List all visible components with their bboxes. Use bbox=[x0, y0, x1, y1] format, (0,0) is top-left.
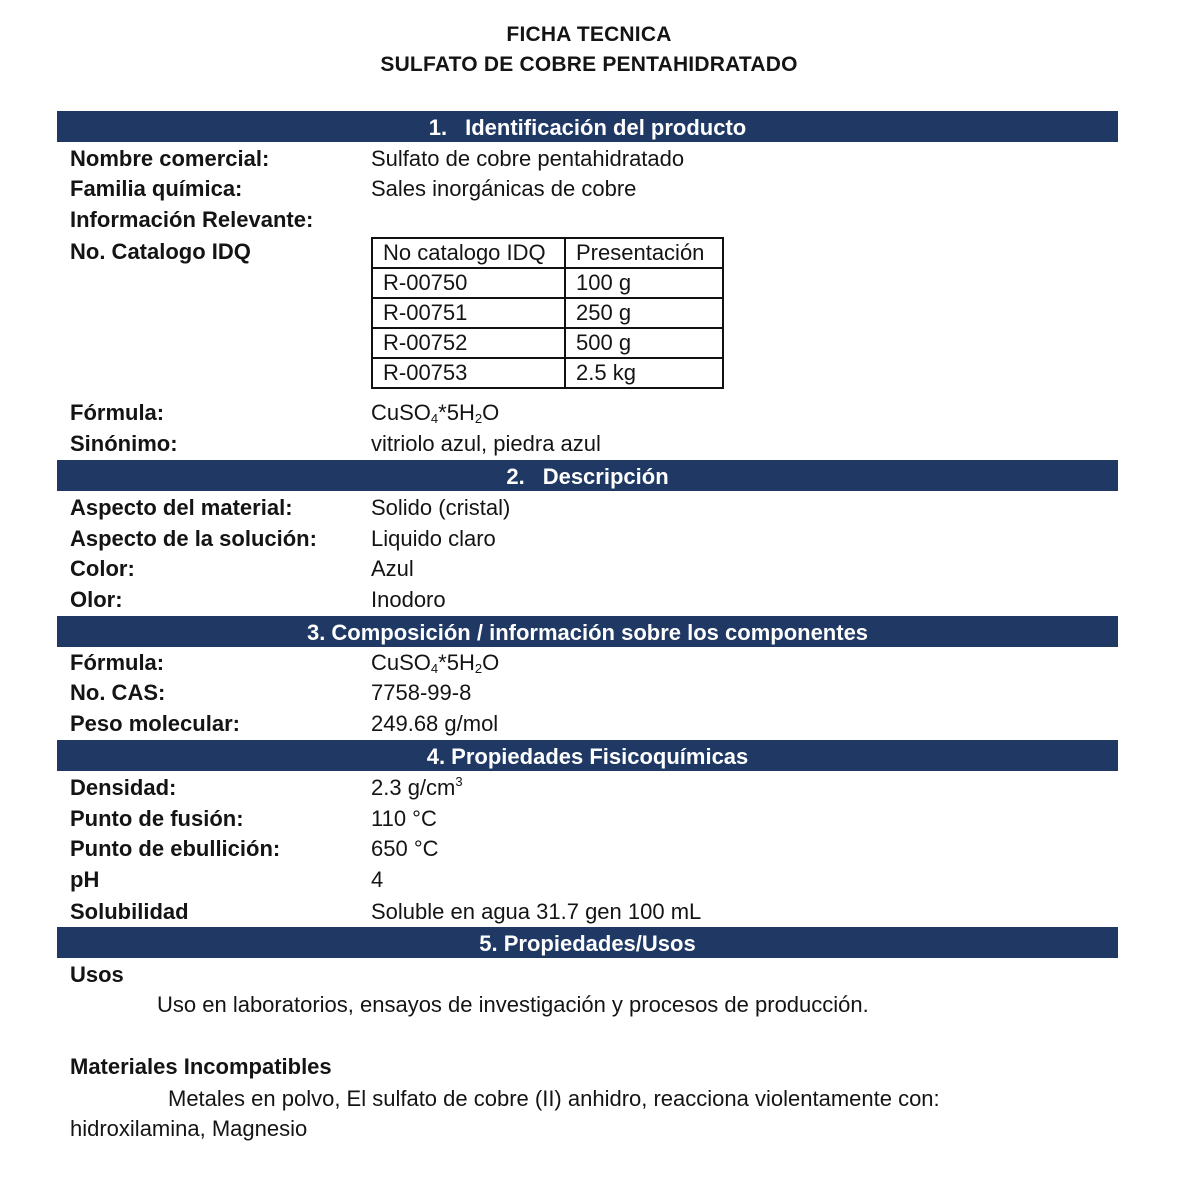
field-value: Sales inorgánicas de cobre bbox=[371, 176, 637, 201]
table-cell: 2.5 kg bbox=[565, 358, 723, 388]
field-label: Nombre comercial: bbox=[70, 146, 270, 171]
uses-label: Usos bbox=[70, 962, 124, 987]
table-header-cell: No catalogo IDQ bbox=[372, 238, 565, 268]
field-row bbox=[0, 144, 1200, 174]
field-label: Familia química: bbox=[70, 176, 243, 201]
formula-value bbox=[371, 398, 499, 428]
table-cell: R-00753 bbox=[372, 358, 565, 388]
field-label: Solubilidad bbox=[70, 899, 189, 924]
formula-part: *5H bbox=[438, 650, 475, 675]
field-label: Sinónimo: bbox=[70, 431, 178, 456]
field-row bbox=[0, 554, 1200, 584]
field-row bbox=[0, 897, 1200, 927]
formula-part: O bbox=[482, 650, 500, 675]
field-row bbox=[0, 804, 1200, 834]
field-value: 110 °C bbox=[371, 806, 437, 831]
formula-part: *5H bbox=[438, 400, 475, 425]
field-value: Inodoro bbox=[371, 587, 446, 612]
field-label: Peso molecular: bbox=[70, 711, 240, 736]
document-subtitle: SULFATO DE COBRE PENTAHIDRATADO bbox=[380, 53, 798, 76]
field-label: Olor: bbox=[70, 587, 123, 612]
table-header-cell: Presentación bbox=[565, 238, 723, 268]
section-1-number: 1. bbox=[428, 115, 448, 140]
table-cell: R-00752 bbox=[372, 328, 565, 358]
uses-text: Uso en laboratorios, ensayos de investigación y procesos de producción. bbox=[157, 992, 869, 1017]
table-cell: R-00751 bbox=[372, 298, 565, 328]
table-cell: 100 g bbox=[565, 268, 723, 298]
section-2-number: 2. bbox=[506, 464, 525, 489]
field-label: Punto de fusión: bbox=[70, 806, 244, 831]
field-label: Densidad: bbox=[70, 775, 177, 800]
field-row bbox=[0, 773, 1200, 803]
table-cell: 250 g bbox=[565, 298, 723, 328]
document-title: FICHA TECNICA bbox=[506, 23, 672, 46]
table-row bbox=[372, 298, 723, 328]
section-3-header: 3. Composición / información sobre los componentes bbox=[57, 616, 1118, 647]
table-row bbox=[372, 328, 723, 358]
field-value: 249.68 g/mol bbox=[371, 711, 499, 736]
formula-subscript: 2 bbox=[474, 661, 483, 676]
field-row bbox=[0, 493, 1200, 523]
field-value: vitriolo azul, piedra azul bbox=[371, 431, 601, 456]
field-label: Aspecto del material: bbox=[70, 495, 293, 520]
field-label: pH bbox=[70, 867, 100, 892]
field-row bbox=[0, 429, 1200, 459]
field-label: No. Catalogo IDQ bbox=[70, 239, 251, 264]
incompatible-label: Materiales Incompatibles bbox=[70, 1054, 332, 1079]
incompatible-text-line1: Metales en polvo, El sulfato de cobre (II) anhidro, reacciona violentamente con: bbox=[168, 1086, 940, 1111]
formula-part: CuSO bbox=[371, 650, 431, 675]
formula-part: O bbox=[482, 400, 500, 425]
section-4-header: 4. Propiedades Fisicoquímicas bbox=[57, 740, 1118, 771]
section-2-title: Descripción bbox=[542, 464, 669, 489]
field-row bbox=[0, 174, 1200, 204]
field-row bbox=[0, 205, 1200, 235]
formula-value bbox=[371, 648, 499, 678]
formula-subscript: 2 bbox=[474, 411, 483, 426]
density-value: 2.3 g/cm bbox=[371, 775, 456, 800]
field-row bbox=[0, 524, 1200, 554]
table-row bbox=[372, 358, 723, 388]
section-1-title: Identificación del producto bbox=[465, 115, 747, 140]
formula-subscript: 4 bbox=[430, 411, 439, 426]
field-value: Liquido claro bbox=[371, 526, 496, 551]
table-cell: R-00750 bbox=[372, 268, 565, 298]
field-label: Punto de ebullición: bbox=[70, 836, 281, 861]
formula-subscript: 4 bbox=[430, 661, 439, 676]
density-superscript: 3 bbox=[455, 774, 463, 789]
field-row bbox=[0, 678, 1200, 708]
field-label: Color: bbox=[70, 556, 135, 581]
catalog-table bbox=[371, 237, 724, 389]
field-value: 650 °C bbox=[371, 836, 439, 861]
field-value bbox=[371, 773, 463, 803]
section-5-header: 5. Propiedades/Usos bbox=[57, 927, 1118, 958]
field-label: Fórmula: bbox=[70, 650, 165, 675]
field-row bbox=[0, 398, 1200, 428]
field-value: Sulfato de cobre pentahidratado bbox=[371, 146, 685, 171]
field-value: 7758-99-8 bbox=[371, 680, 472, 705]
field-row bbox=[0, 865, 1200, 895]
field-row bbox=[0, 648, 1200, 678]
field-label: No. CAS: bbox=[70, 680, 166, 705]
field-label: Aspecto de la solución: bbox=[70, 526, 317, 551]
field-label: Información Relevante: bbox=[70, 207, 314, 232]
field-value: Solido (cristal) bbox=[371, 495, 511, 520]
field-row bbox=[0, 585, 1200, 615]
field-label: Fórmula: bbox=[70, 400, 165, 425]
field-row bbox=[0, 834, 1200, 864]
field-value: Soluble en agua 31.7 gen 100 mL bbox=[371, 899, 702, 924]
table-row bbox=[372, 268, 723, 298]
section-2-header bbox=[57, 460, 1118, 491]
table-cell: 500 g bbox=[565, 328, 723, 358]
field-value: Azul bbox=[371, 556, 414, 581]
table-header-row bbox=[372, 238, 723, 268]
incompatible-text-line2: hidroxilamina, Magnesio bbox=[70, 1116, 308, 1141]
field-value: 4 bbox=[371, 867, 384, 892]
formula-part: CuSO bbox=[371, 400, 431, 425]
field-row bbox=[0, 709, 1200, 739]
section-1-header bbox=[57, 111, 1118, 142]
